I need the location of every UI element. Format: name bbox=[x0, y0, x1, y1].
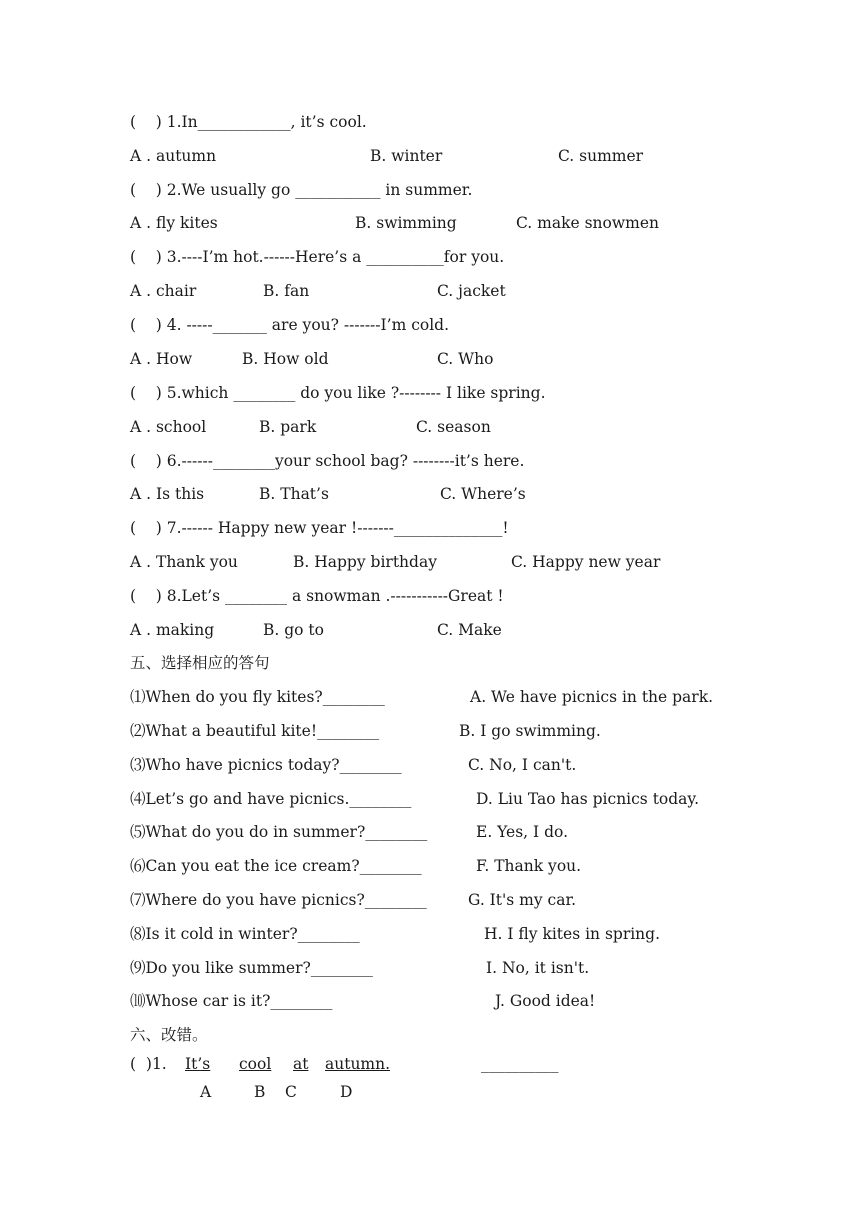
match-question-9: ⑼Do you like summer?________ bbox=[130, 959, 373, 977]
mcq-6-question: ( ) 6.------________your school bag? --------it’s here. bbox=[130, 452, 525, 470]
match-answer-c: C. No, I can't. bbox=[468, 756, 577, 774]
mcq-2-option-b: B. swimming bbox=[355, 214, 457, 232]
error-part-d: autumn. bbox=[325, 1055, 391, 1073]
match-answer-f: F. Thank you. bbox=[476, 857, 582, 875]
error-part-b: cool bbox=[239, 1055, 272, 1073]
mcq-5-question: ( ) 5.which ________ do you like ?-------- I like spring. bbox=[130, 384, 546, 402]
mcq-1-option-a: A . autumn bbox=[130, 147, 217, 165]
mcq-3-option-a: A . chair bbox=[130, 282, 197, 300]
mcq-1-option-c: C. summer bbox=[558, 147, 644, 165]
mcq-7-option-a: A . Thank you bbox=[130, 553, 238, 571]
match-question-1: ⑴When do you fly kites?________ bbox=[130, 688, 385, 706]
mcq-8-option-b: B. go to bbox=[263, 621, 324, 639]
mcq-8-question: ( ) 8.Let’s ________ a snowman .-----------Great ! bbox=[130, 587, 504, 605]
mcq-6-option-c: C. Where’s bbox=[440, 485, 526, 503]
error-answer-blank: __________ bbox=[481, 1055, 559, 1073]
match-answer-i: I. No, it isn't. bbox=[486, 959, 590, 977]
error-letter-c: C bbox=[285, 1083, 297, 1101]
match-question-10: ⑽Whose car is it?________ bbox=[130, 992, 333, 1010]
section-6-title: 六、改错。 bbox=[130, 1026, 208, 1044]
mcq-4-option-b: B. How old bbox=[242, 350, 329, 368]
match-question-5: ⑸What do you do in summer?________ bbox=[130, 823, 428, 841]
mcq-7-question: ( ) 7.------ Happy new year !-------______________! bbox=[130, 519, 509, 537]
mcq-2-question: ( ) 2.We usually go ___________ in summer. bbox=[130, 181, 473, 199]
error-question-prefix: ( )1. bbox=[130, 1055, 167, 1073]
match-answer-e: E. Yes, I do. bbox=[476, 823, 568, 841]
match-answer-j: J. Good idea! bbox=[495, 992, 596, 1010]
match-question-7: ⑺Where do you have picnics?________ bbox=[130, 891, 427, 909]
mcq-8-option-a: A . making bbox=[130, 621, 215, 639]
match-answer-b: B. I go swimming. bbox=[459, 722, 601, 740]
error-letter-d: D bbox=[340, 1083, 353, 1101]
mcq-5-option-c: C. season bbox=[416, 418, 491, 436]
match-answer-h: H. I fly kites in spring. bbox=[484, 925, 661, 943]
match-question-3: ⑶Who have picnics today?________ bbox=[130, 756, 402, 774]
match-question-6: ⑹Can you eat the ice cream?________ bbox=[130, 857, 422, 875]
mcq-6-option-b: B. That’s bbox=[259, 485, 329, 503]
mcq-3-option-b: B. fan bbox=[263, 282, 310, 300]
error-letter-b: B bbox=[254, 1083, 266, 1101]
mcq-7-option-b: B. Happy birthday bbox=[293, 553, 437, 571]
section-5-title: 五、选择相应的答句 bbox=[130, 654, 270, 672]
mcq-4-option-c: C. Who bbox=[437, 350, 494, 368]
match-question-8: ⑻Is it cold in winter?________ bbox=[130, 925, 360, 943]
error-part-c: at bbox=[293, 1055, 309, 1073]
match-question-4: ⑷Let’s go and have picnics.________ bbox=[130, 790, 412, 808]
match-answer-g: G. It's my car. bbox=[468, 891, 577, 909]
match-answer-a: A. We have picnics in the park. bbox=[470, 688, 714, 706]
error-letter-a: A bbox=[200, 1083, 212, 1101]
match-answer-d: D. Liu Tao has picnics today. bbox=[476, 790, 700, 808]
mcq-4-option-a: A . How bbox=[130, 350, 193, 368]
mcq-2-option-c: C. make snowmen bbox=[516, 214, 659, 232]
match-question-2: ⑵What a beautiful kite!________ bbox=[130, 722, 380, 740]
mcq-5-option-a: A . school bbox=[130, 418, 207, 436]
mcq-2-option-a: A . fly kites bbox=[130, 214, 218, 232]
mcq-3-question: ( ) 3.----I’m hot.------Here’s a __________for you. bbox=[130, 248, 505, 266]
mcq-7-option-c: C. Happy new year bbox=[511, 553, 661, 571]
mcq-4-question: ( ) 4. -----_______ are you? -------I’m cold. bbox=[130, 316, 450, 334]
mcq-5-option-b: B. park bbox=[259, 418, 317, 436]
mcq-1-option-b: B. winter bbox=[370, 147, 443, 165]
mcq-1-question: ( ) 1.In____________, it’s cool. bbox=[130, 113, 367, 131]
mcq-6-option-a: A . Is this bbox=[130, 485, 205, 503]
error-part-a: It’s bbox=[185, 1055, 211, 1073]
mcq-3-option-c: C. jacket bbox=[437, 282, 506, 300]
mcq-8-option-c: C. Make bbox=[437, 621, 502, 639]
